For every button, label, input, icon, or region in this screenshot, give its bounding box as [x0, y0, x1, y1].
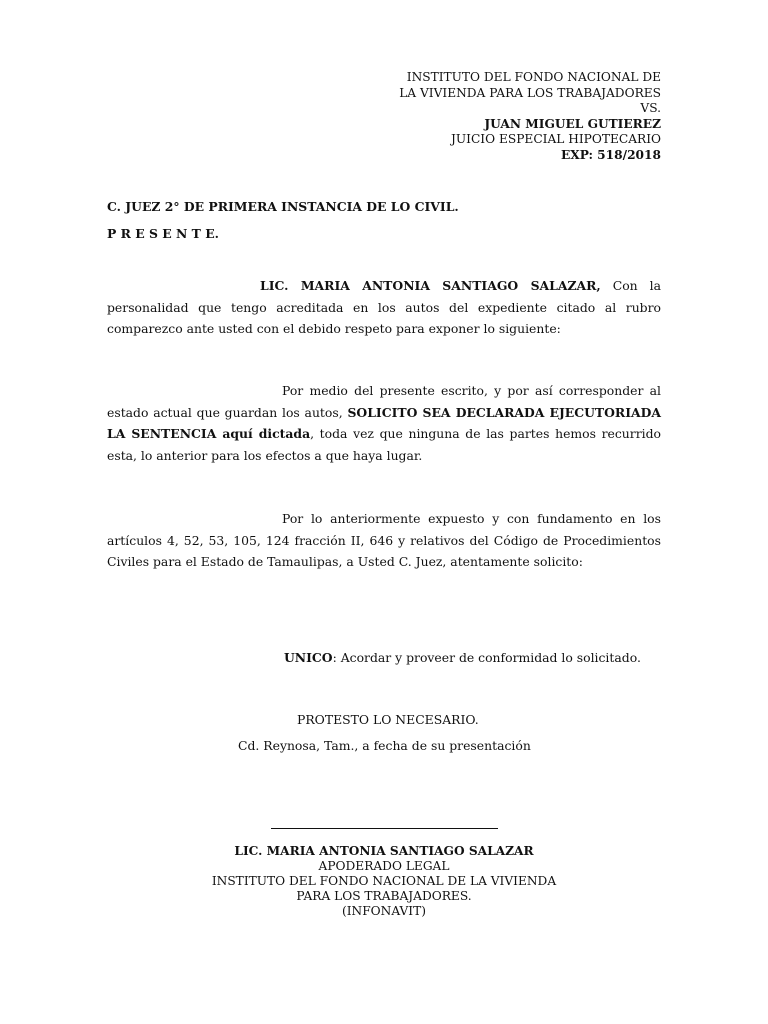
header-trial-type: JUICIO ESPECIAL HIPOTECARIO	[451, 132, 661, 146]
request-paragraph	[107, 380, 661, 466]
petition-text: : Acordar y proveer de conformidad lo solicitado.	[332, 650, 641, 665]
petition-line	[284, 650, 641, 665]
header-file-number: EXP: 518/2018	[560, 147, 661, 162]
intro-text: Con la personalidad que tengo acreditada en los autos del expediente citado al rubro comparezco ante usted con el debido respeto para exponer lo siguiente:	[107, 278, 661, 336]
request-text-a: Por medio del presente escrito, y por así corresponder al estado actual que guardan los autos,	[107, 383, 661, 420]
signature-org-line2: PARA LOS TRABAJADORES.	[296, 889, 472, 903]
legal-basis-paragraph	[107, 508, 661, 573]
case-header	[300, 70, 661, 163]
intro-attorney-name: LIC. MARIA ANTONIA SANTIAGO SALAZAR,	[260, 278, 601, 293]
request-bold: SOLICITO SEA DECLARADA EJECUTORIADA LA SENTENCIA aquí dictada	[107, 404, 662, 441]
request-text-b: , toda vez que ninguna de las partes hemos recurrido esta, lo anterior para los efectos a que haya lugar.	[107, 426, 661, 463]
closing-place-date: Cd. Reynosa, Tam., a fecha de su presentación	[238, 738, 531, 753]
legal-basis-text: Por lo anteriormente expuesto y con fundamento en los artículos 4, 52, 53, 105, 124 fracción II, 646 y relativos del Código de Procedimientos Civiles para el Estado de Tamaulipas, a Usted C. Juez, atentamente solicito:	[107, 511, 661, 569]
petition-label: UNICO	[284, 650, 333, 665]
addressee-presente: P R E S E N T E.	[107, 226, 219, 241]
signature-org-line1: INSTITUTO DEL FONDO NACIONAL DE LA VIVIENDA	[211, 874, 557, 888]
header-plaintiff-line1: INSTITUTO DEL FONDO NACIONAL DE	[406, 70, 661, 84]
header-defendant: JUAN MIGUEL GUTIEREZ	[484, 116, 661, 131]
signature-org-line3: (INFONAVIT)	[341, 904, 427, 918]
signature-role: APODERADO LEGAL	[318, 859, 450, 873]
header-plaintiff-line2: LA VIVIENDA PARA LOS TRABAJADORES	[399, 85, 661, 100]
closing-protesto: PROTESTO LO NECESARIO.	[297, 712, 479, 727]
signature-name: LIC. MARIA ANTONIA SANTIAGO SALAZAR	[234, 844, 534, 858]
intro-paragraph	[107, 275, 661, 340]
signature-block	[180, 844, 588, 919]
header-versus: VS.	[640, 101, 661, 115]
addressee-judge: C. JUEZ 2° DE PRIMERA INSTANCIA DE LO CIVIL.	[107, 199, 459, 214]
signature-line	[271, 828, 498, 829]
